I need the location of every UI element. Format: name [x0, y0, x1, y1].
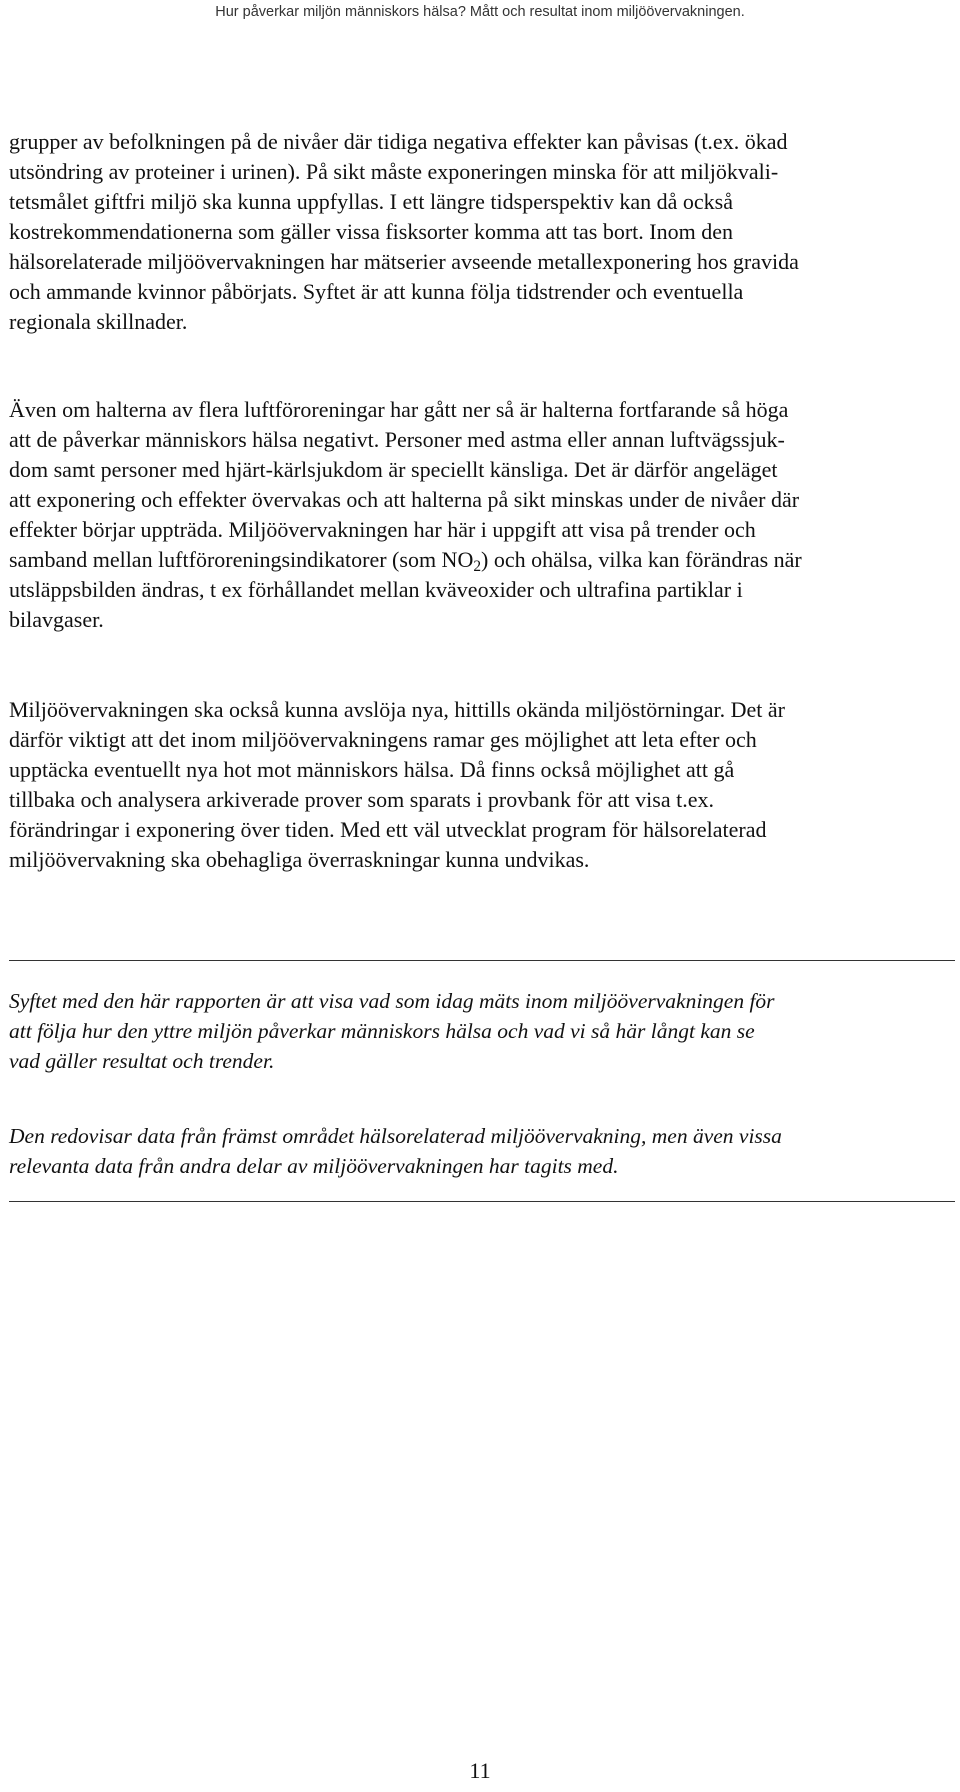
text-line: vad gäller resultat och trender. [9, 1049, 275, 1073]
text-line: relevanta data från andra delar av miljöövervakningen har tagits med. [9, 1154, 619, 1178]
text-line: utsläppsbilden ändras, t ex förhållandet mellan kväveoxider och ultrafina partiklar i [9, 577, 743, 602]
text-line: bilavgaser. [9, 607, 104, 632]
text-line: dom samt personer med hjärt-kärlsjukdom är speciellt känsliga. Det är därför angeläget [9, 457, 778, 482]
line-segment: samband mellan luftföroreningsindikatorer (som NO [9, 547, 474, 572]
line-segment: ) och ohälsa, vilka kan förändras när [481, 547, 802, 572]
text-line: upptäcka eventuellt nya hot mot människors hälsa. Då finns också möjlighet att gå [9, 757, 735, 782]
text-line: effekter börjar uppträda. Miljöövervakningen har här i uppgift att visa på trender och [9, 517, 756, 542]
text-line: att exponering och effekter övervakas och att halterna på sikt minskas under de nivåer där [9, 487, 800, 512]
text-line: Även om halterna av flera luftföroreningar har gått ner så är halterna fortfarande så höga [9, 397, 789, 422]
text-line: utsöndring av proteiner i urinen). På sikt måste exponeringen minska för att miljökvali- [9, 159, 779, 184]
subscript-digit: 2 [473, 557, 482, 575]
text-line: tetsmålet giftfri miljö ska kunna uppfyllas. I ett längre tidsperspektiv kan då också [9, 189, 733, 214]
text-line: och ammande kvinnor påbörjats. Syftet är att kunna följa tidstrender och eventuella [9, 279, 744, 304]
text-line: miljöövervakning ska obehagliga överraskningar kunna undvikas. [9, 847, 590, 872]
page-number: 11 [469, 1758, 491, 1783]
text-line: tillbaka och analysera arkiverade prover som sparats i provbank för att visa t.ex. [9, 787, 714, 812]
text-line: grupper av befolkningen på de nivåer där tidiga negativa effekter kan påvisas (t.ex. ökad [9, 129, 788, 154]
text-line: Miljöövervakningen ska också kunna avslöja nya, hittills okända miljöstörningar. Det är [9, 697, 785, 722]
text-line: att de påverkar människors hälsa negativt. Personer med astma eller annan luftvägssjuk- [9, 427, 785, 452]
text-line: kostrekommendationerna som gäller vissa fisksorter komma att tas bort. Inom den [9, 219, 734, 244]
text-line-with-subscript [9, 545, 802, 575]
running-header: Hur påverkar miljön människors hälsa? Mått och resultat inom miljöövervakningen. [215, 4, 745, 20]
text-line: därför viktigt att det inom miljöövervakningens ramar ges möjlighet att leta efter och [9, 727, 757, 752]
text-line: Den redovisar data från främst området hälsorelaterad miljöövervakning, men även vissa [9, 1124, 782, 1148]
text-line: regionala skillnader. [9, 309, 188, 334]
text-line: att följa hur den yttre miljön påverkar människors hälsa och vad vi så här långt kan se [9, 1019, 755, 1043]
text-line: Syftet med den här rapporten är att visa vad som idag mäts inom miljöövervakningen för [9, 989, 775, 1013]
summary-bottom-rule [9, 1201, 955, 1202]
text-line: förändringar i exponering över tiden. Med ett väl utvecklat program för hälsorelaterad [9, 817, 767, 842]
summary-top-rule [9, 960, 955, 961]
text-line: hälsorelaterade miljöövervakningen har mätserier avseende metallexponering hos gravida [9, 249, 799, 274]
